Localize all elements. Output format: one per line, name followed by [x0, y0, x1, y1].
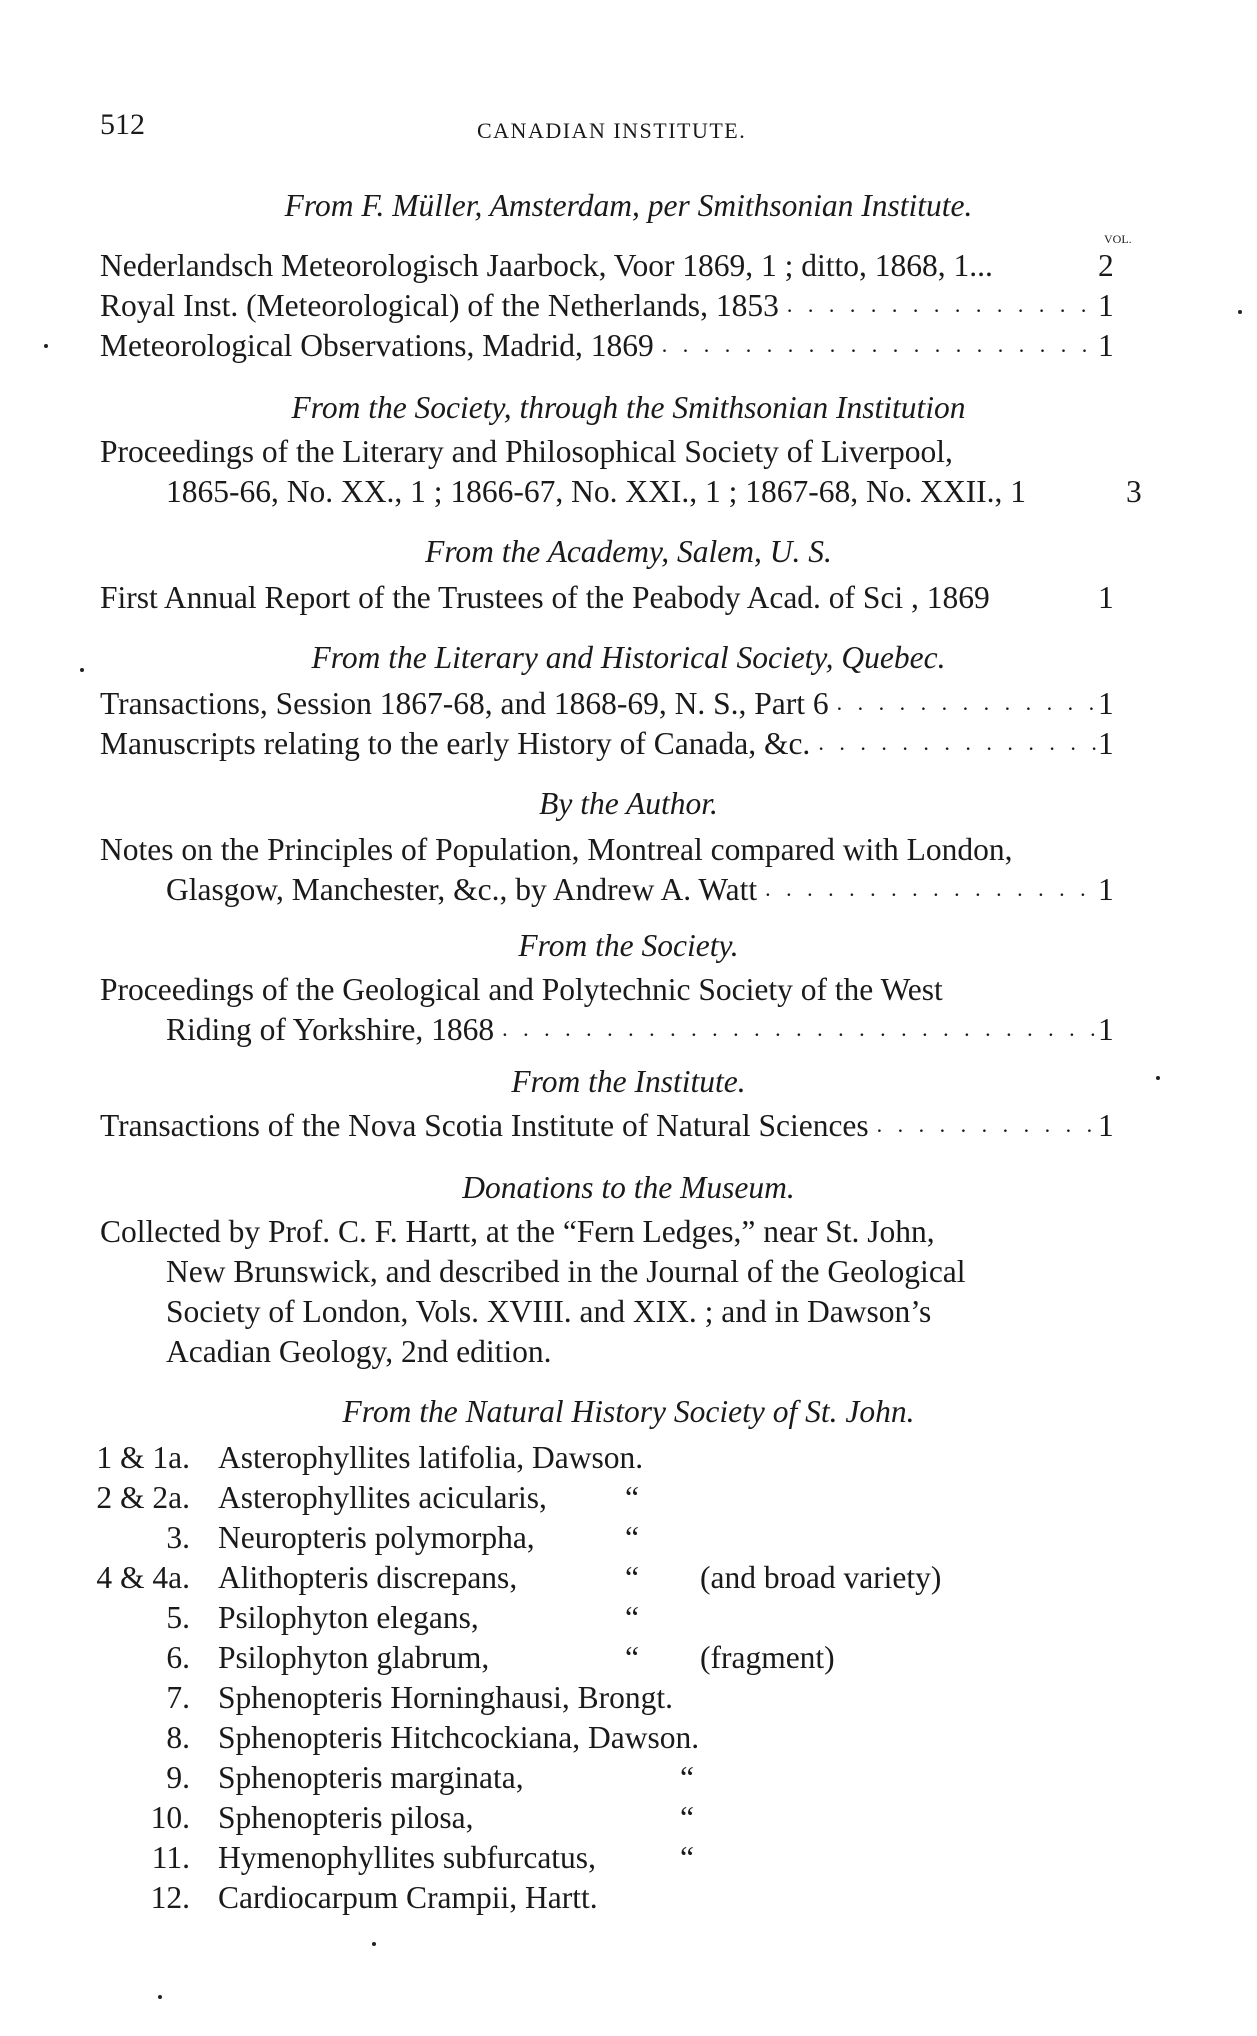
- specimen-number: 2 & 2a.: [96, 1480, 190, 1515]
- specimen-name: Cardiocarpum Crampii, Hartt.: [218, 1880, 598, 1915]
- volume-column-label: VOL.: [1104, 232, 1132, 246]
- leader-dots: [829, 690, 1098, 726]
- entry-title-continuation: Glasgow, Manchester, &c., by Andrew A. Watt: [166, 872, 758, 907]
- specimen-number: 3.: [166, 1520, 190, 1555]
- ditto-mark: “: [680, 1840, 694, 1875]
- ditto-mark: “: [625, 1480, 639, 1515]
- entry-title-line: Notes on the Principles of Population, Montreal compared with London,: [100, 832, 1013, 867]
- specimen-name: Sphenopteris Horninghausi, Brongt.: [218, 1680, 673, 1715]
- entry-title-line: Proceedings of the Geological and Polytechnic Society of the West: [100, 972, 943, 1007]
- specimen-number: 12.: [150, 1880, 190, 1915]
- entry-title: Nederlandsch Meteorologisch Jaarbock, Voor 1869, 1 ; ditto, 1868, 1...: [100, 248, 993, 283]
- specimen-note: (fragment): [700, 1640, 835, 1675]
- ditto-mark: “: [625, 1520, 639, 1555]
- entry-row: [100, 248, 1112, 284]
- leader-dots: [869, 1112, 1098, 1148]
- entry-volume-count: 1: [1098, 328, 1114, 363]
- entry-volume-count: 3: [1126, 474, 1142, 509]
- leader-dots: [779, 292, 1098, 328]
- museum-paragraph-line: New Brunswick, and described in the Journal of the Geological: [166, 1254, 966, 1289]
- entry-volume-count: 1: [1098, 686, 1114, 721]
- page-number: 512: [100, 108, 145, 141]
- entry-title: Meteorological Observations, Madrid, 1869: [100, 328, 654, 363]
- entry-title-continuation: Riding of Yorkshire, 1868: [166, 1012, 495, 1047]
- entry-volume-count: 1: [1098, 726, 1114, 761]
- entry-title-line: Proceedings of the Literary and Philosophical Society of Liverpool,: [100, 434, 953, 469]
- entry-title: Royal Inst. (Meteorological) of the Netherlands, 1853: [100, 288, 779, 323]
- specimen-note: (and broad variety): [700, 1560, 942, 1595]
- entry-volume-count: 1: [1098, 1108, 1114, 1143]
- entry-volume-count: 1: [1098, 872, 1114, 907]
- section-heading: From the Society, through the Smithsonian Institution: [291, 390, 966, 425]
- specimen-name: Sphenopteris pilosa,: [218, 1800, 474, 1835]
- ditto-mark: “: [625, 1600, 639, 1635]
- ditto-mark: “: [680, 1760, 694, 1795]
- entry-title: Manuscripts relating to the early History of Canada, &c.: [100, 726, 811, 761]
- ditto-mark: “: [625, 1560, 639, 1595]
- specimen-name: Alithopteris discrepans,: [218, 1560, 518, 1595]
- specimen-number: 8.: [166, 1720, 190, 1755]
- specimen-name: Sphenopteris marginata,: [218, 1760, 524, 1795]
- specimen-number: 1 & 1a.: [96, 1440, 190, 1475]
- scan-speck: [158, 1995, 162, 1999]
- specimen-number: 11.: [151, 1840, 190, 1875]
- specimen-name: Neuropteris polymorpha,: [218, 1520, 535, 1555]
- entry-title-continuation: 1865-66, No. XX., 1 ; 1866-67, No. XXI., 1 ; 1867-68, No. XXII., 1: [166, 474, 1027, 509]
- leader-dots: [810, 730, 1098, 766]
- entry-row: [100, 726, 1112, 762]
- section-heading: From the Natural History Society of St. John.: [342, 1394, 915, 1429]
- specimen-number: 5.: [166, 1600, 190, 1635]
- specimen-name: Psilophyton glabrum,: [218, 1640, 490, 1675]
- scan-speck: [1238, 310, 1242, 314]
- entry-row: [100, 580, 1112, 616]
- section-heading: Donations to the Museum.: [462, 1170, 795, 1205]
- entry-volume-count: 1: [1098, 580, 1114, 615]
- section-heading: From the Institute.: [511, 1064, 746, 1099]
- museum-paragraph-line: Collected by Prof. C. F. Hartt, at the “Fern Ledges,” near St. John,: [100, 1214, 935, 1249]
- museum-paragraph-line: Acadian Geology, 2nd edition.: [166, 1334, 552, 1369]
- section-heading: From the Academy, Salem, U. S.: [425, 534, 832, 569]
- specimen-number: 4 & 4a.: [96, 1560, 190, 1595]
- leader-dots: [494, 1016, 1098, 1052]
- leader-dots: [654, 332, 1098, 368]
- entry-volume-count: 1: [1098, 1012, 1114, 1047]
- entry-row: [100, 328, 1112, 364]
- entry-title: Transactions of the Nova Scotia Institute of Natural Sciences: [100, 1108, 869, 1143]
- entry-row: [100, 288, 1112, 324]
- section-heading: From the Society.: [518, 928, 739, 963]
- ditto-mark: “: [680, 1800, 694, 1835]
- entry-title: First Annual Report of the Trustees of the Peabody Acad. of Sci , 1869: [100, 580, 990, 615]
- scan-speck: [1156, 1076, 1160, 1080]
- entry-row: [166, 1012, 1112, 1048]
- museum-paragraph-line: Society of London, Vols. XVIII. and XIX. ; and in Dawson’s: [166, 1294, 932, 1329]
- section-heading: From the Literary and Historical Society, Quebec.: [311, 640, 946, 675]
- specimen-name: Psilophyton elegans,: [218, 1600, 479, 1635]
- leader-dots: [757, 876, 1098, 912]
- entry-volume-count: 1: [1098, 288, 1114, 323]
- scan-speck: [80, 668, 84, 672]
- running-title: CANADIAN INSTITUTE.: [477, 118, 747, 143]
- scan-speck: [372, 1942, 376, 1946]
- entry-row: [100, 1108, 1112, 1144]
- specimen-number: 10.: [150, 1800, 190, 1835]
- entry-row: [166, 872, 1112, 908]
- specimen-number: 6.: [166, 1640, 190, 1675]
- specimen-number: 7.: [166, 1680, 190, 1715]
- specimen-name: Asterophyllites acicularis,: [218, 1480, 547, 1515]
- entry-row: [100, 686, 1112, 722]
- ditto-mark: “: [625, 1640, 639, 1675]
- specimen-name: Hymenophyllites subfurcatus,: [218, 1840, 596, 1875]
- specimen-name: Asterophyllites latifolia, Dawson.: [218, 1440, 644, 1475]
- specimen-number: 9.: [166, 1760, 190, 1795]
- section-heading: From F. Müller, Amsterdam, per Smithsonian Institute.: [284, 188, 973, 223]
- scan-speck: [44, 344, 48, 348]
- section-heading: By the Author.: [539, 786, 718, 821]
- specimen-name: Sphenopteris Hitchcockiana, Dawson.: [218, 1720, 700, 1755]
- entry-volume-count: 2: [1098, 248, 1114, 283]
- entry-title: Transactions, Session 1867-68, and 1868-69, N. S., Part 6: [100, 686, 829, 721]
